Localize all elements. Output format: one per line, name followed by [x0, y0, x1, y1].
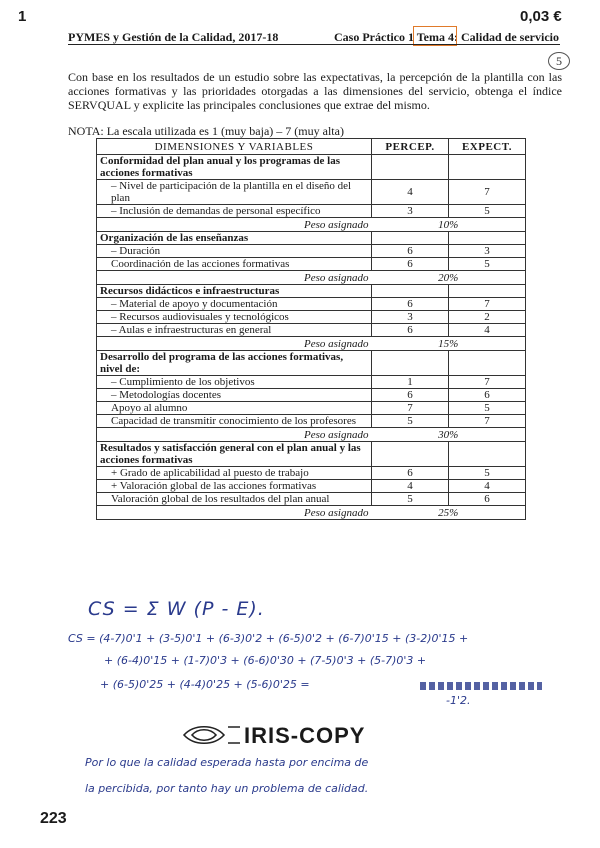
percep-value: 3: [372, 205, 449, 218]
table-row: [97, 180, 526, 205]
empty-cell: [372, 351, 449, 376]
variable-label: – Nivel de participación de la plantilla en el diseño del plan: [97, 180, 372, 205]
expect-value: 5: [449, 402, 526, 415]
handwritten-conclusion-2: la percibida, por tanto hay un problema de calidad.: [85, 782, 369, 795]
percep-value: 6: [372, 324, 449, 337]
empty-cell: [449, 442, 526, 467]
variable-label: + Grado de aplicabilidad al puesto de trabajo: [97, 467, 372, 480]
percep-value: 1: [372, 376, 449, 389]
empty-cell: [449, 155, 526, 180]
price-label: 0,03 €: [520, 8, 562, 25]
section-title: Desarrollo del programa de las acciones formativas, nivel de:: [97, 351, 372, 376]
percep-value: 6: [372, 298, 449, 311]
expect-value: 3: [449, 245, 526, 258]
section-title: Organización de las enseñanzas: [97, 232, 372, 245]
peso-value: 30%: [372, 428, 526, 442]
variable-label: – Aulas e infraestructuras en general: [97, 324, 372, 337]
iris-copy-logo: [180, 722, 480, 748]
section-row: [97, 351, 526, 376]
peso-row: [97, 428, 526, 442]
strikethrough-scribble: [420, 682, 542, 690]
section-title: Resultados y satisfacción general con el plan anual y las acciones formativas: [97, 442, 372, 467]
peso-label: Peso asignado: [97, 506, 372, 520]
handwritten-line-3: + (6-5)0'25 + (4-4)0'25 + (5-6)0'25 =: [100, 678, 310, 691]
table-row: [97, 258, 526, 271]
table-row: [97, 324, 526, 337]
section-row: [97, 155, 526, 180]
course-header: PYMES y Gestión de la Calidad, 2017-18: [68, 30, 279, 44]
expect-value: 5: [449, 205, 526, 218]
col-dimensions: DIMENSIONES Y VARIABLES: [97, 139, 372, 155]
handwritten-result: -1'2.: [446, 694, 471, 707]
percep-value: 6: [372, 389, 449, 402]
empty-cell: [372, 155, 449, 180]
percep-value: 6: [372, 258, 449, 271]
peso-row: [97, 506, 526, 520]
empty-cell: [449, 232, 526, 245]
peso-label: Peso asignado: [97, 337, 372, 351]
nota-text: NOTA: La escala utilizada es 1 (muy baja) – 7 (muy alta): [68, 124, 344, 138]
variable-label: Apoyo al alumno: [97, 402, 372, 415]
section-row: [97, 232, 526, 245]
percep-value: 5: [372, 493, 449, 506]
table-row: [97, 389, 526, 402]
peso-row: [97, 218, 526, 232]
expect-value: 7: [449, 415, 526, 428]
peso-row: [97, 337, 526, 351]
percep-value: 4: [372, 480, 449, 493]
peso-row: [97, 271, 526, 285]
table-row: [97, 467, 526, 480]
page-number: 223: [40, 810, 67, 827]
empty-cell: [372, 232, 449, 245]
expect-value: 7: [449, 376, 526, 389]
table-row: [97, 376, 526, 389]
handwritten-formula: CS = Σ W (P - E).: [88, 598, 265, 620]
empty-cell: [372, 442, 449, 467]
section-title: Conformidad del plan anual y los programas de las acciones formativas: [97, 155, 372, 180]
header-rule: [68, 44, 560, 45]
circled-number: 5: [548, 52, 570, 70]
table-row: [97, 402, 526, 415]
case-header: Caso Práctico 1 Tema 4: Calidad de servicio: [334, 30, 559, 44]
corner-number: 1: [18, 8, 27, 25]
expect-value: 4: [449, 324, 526, 337]
empty-cell: [372, 285, 449, 298]
variable-label: – Cumplimiento de los objetivos: [97, 376, 372, 389]
highlight-box: [413, 26, 457, 46]
percep-value: 5: [372, 415, 449, 428]
variable-label: Capacidad de transmitir conocimiento de los profesores: [97, 415, 372, 428]
table-body: [97, 155, 526, 520]
peso-value: 15%: [372, 337, 526, 351]
variable-label: – Metodologías docentes: [97, 389, 372, 402]
variable-label: – Recursos audiovisuales y tecnológicos: [97, 311, 372, 324]
percep-value: 6: [372, 245, 449, 258]
percep-value: 7: [372, 402, 449, 415]
expect-value: 7: [449, 180, 526, 205]
intro-text: Con base en los resultados de un estudio sobre las expectativas, la percepción de la plantilla con las acciones formativas y las prioridades otorgadas a las dimensiones del servicio, obtenga el índice SERVQUAL y explicite las principales conclusiones que extrae del mismo.: [68, 70, 562, 112]
variable-label: – Duración: [97, 245, 372, 258]
table-row: [97, 480, 526, 493]
table-row: [97, 205, 526, 218]
variable-label: Coordinación de las acciones formativas: [97, 258, 372, 271]
expect-value: 6: [449, 389, 526, 402]
peso-label: Peso asignado: [97, 271, 372, 285]
expect-value: 7: [449, 298, 526, 311]
table-row: [97, 298, 526, 311]
handwritten-line-2: + (6-4)0'15 + (1-7)0'3 + (6-6)0'30 + (7-5)0'3 + (5-7)0'3 +: [104, 654, 427, 667]
handwritten-conclusion-1: Por lo que la calidad esperada hasta por encima de: [85, 756, 369, 769]
section-row: [97, 285, 526, 298]
peso-value: 10%: [372, 218, 526, 232]
peso-value: 25%: [372, 506, 526, 520]
percep-value: 6: [372, 467, 449, 480]
peso-label: Peso asignado: [97, 428, 372, 442]
expect-value: 6: [449, 493, 526, 506]
section-row: [97, 442, 526, 467]
variable-label: – Material de apoyo y documentación: [97, 298, 372, 311]
section-title: Recursos didácticos e infraestructuras: [97, 285, 372, 298]
expect-value: 4: [449, 480, 526, 493]
percep-value: 4: [372, 180, 449, 205]
empty-cell: [449, 285, 526, 298]
table-row: [97, 245, 526, 258]
variable-label: + Valoración global de las acciones formativas: [97, 480, 372, 493]
expect-value: 5: [449, 467, 526, 480]
expect-value: 2: [449, 311, 526, 324]
col-expect: EXPECT.: [449, 139, 526, 155]
expect-value: 5: [449, 258, 526, 271]
percep-value: 3: [372, 311, 449, 324]
empty-cell: [449, 351, 526, 376]
handwritten-line-1: CS = (4-7)0'1 + (3-5)0'1 + (6-3)0'2 + (6-5)0'2 + (6-7)0'15 + (3-2)0'15 +: [68, 632, 469, 645]
table-row: [97, 415, 526, 428]
variable-label: Valoración global de los resultados del plan anual: [97, 493, 372, 506]
variable-label: – Inclusión de demandas de personal específico: [97, 205, 372, 218]
servqual-table: [96, 138, 526, 520]
table-row: [97, 311, 526, 324]
table-row: [97, 493, 526, 506]
peso-value: 20%: [372, 271, 526, 285]
col-percep: PERCEP.: [372, 139, 449, 155]
peso-label: Peso asignado: [97, 218, 372, 232]
logo-text: IRIS-COPY: [244, 723, 366, 748]
